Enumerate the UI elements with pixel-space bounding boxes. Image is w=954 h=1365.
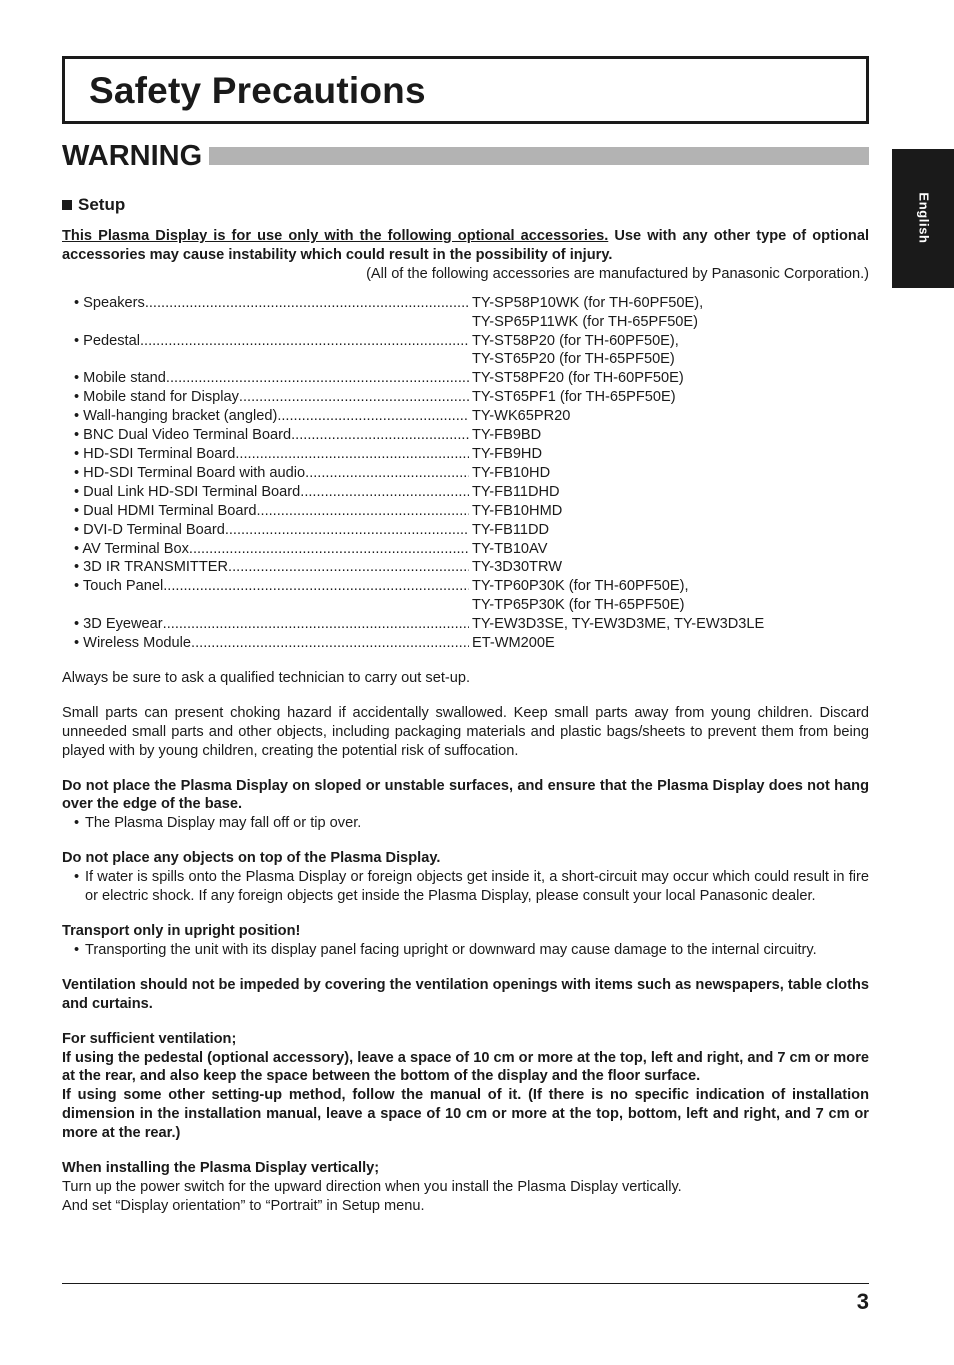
accessory-label [62,540,469,559]
accessory-model: TY-3D30TRW [472,559,563,576]
accessory-model: ET-WM200E [472,635,555,652]
accessory-model: TY-FB11DHD [472,483,560,500]
vertical-install-heading: When installing the Plasma Display vertically; [62,1160,380,1177]
accessory-row [62,426,869,445]
pedestal-spacing-text: If using the pedestal (optional accessory), leave a space of 10 cm or more at the top, left and right, and 7 cm or more at the rear, and also keep the space between the bottom of the display and the floor surface. [62,1049,869,1085]
page-title: Safety Precautions [89,70,426,111]
sufficient-ventilation-heading: For sufficient ventilation; [62,1030,237,1047]
accessory-model: TY-TP60P30K (for TH-60PF50E), [472,578,689,595]
accessory-row [62,521,869,540]
accessory-model: TY-FB10HD [472,464,551,481]
manufacturer-note: (All of the following accessories are manufactured by Panasonic Corporation.) [366,265,869,282]
sloped-surface-heading: Do not place the Plasma Display on sloped or unstable surfaces, and ensure that the Plasma Display does not hang over the edge of the base. [62,777,869,813]
accessory-label [62,388,469,407]
accessory-row [62,407,869,426]
transport-heading: Transport only in upright position! [62,923,301,939]
accessory-name: • HD-SDI Terminal Board [74,445,236,462]
objects-bullet [62,868,869,906]
accessory-name: • Wall-hanging bracket (angled) [74,408,278,425]
accessory-model: TY-ST65P20 (for TH-65PF50E) [472,351,675,368]
accessory-label [62,350,469,369]
accessory-name: • AV Terminal Box [74,540,189,557]
accessory-label [62,558,469,577]
dot-leader [239,388,469,407]
accessory-row [62,577,869,596]
accessory-model: TY-FB11DD [472,521,550,538]
accessory-row [62,332,869,351]
accessory-model: TY-WK65PR20 [472,408,571,425]
setup-intro [62,227,869,265]
transport-bullet [62,941,869,960]
accessory-label [62,596,469,615]
footer-divider [62,1283,869,1284]
accessory-label [62,445,469,464]
accessory-row [62,313,869,332]
small-parts-paragraph: Small parts can present choking hazard if accidentally swallowed. Keep small parts away from young children. Discard unneeded small parts and other objects, including packaging materials and plastic bags/sheets to prevent them from being played with by young children, creating the potential risk of suffocation. [62,704,869,759]
sloped-surface-bullet [62,814,869,833]
accessory-list [62,294,869,653]
accessory-model: TY-SP58P10WK (for TH-60PF50E), [472,294,704,311]
title-box [62,56,869,124]
accessory-label [62,577,469,596]
dot-leader [163,615,469,634]
bullet-mark: • [74,941,80,958]
accessory-row [62,464,869,483]
accessory-name: • Dual HDMI Terminal Board [74,502,257,519]
dot-leader [163,577,469,596]
bullet-text: Transporting the unit with its display panel facing upright or downward may cause damage to the internal circuitry. [85,941,817,958]
accessory-model: TY-ST58P20 (for TH-60PF50E), [472,332,679,349]
dot-leader [305,464,469,483]
accessory-model: TY-EW3D3SE, TY-EW3D3ME, TY-EW3D3LE [472,616,765,633]
dot-leader [166,369,469,388]
accessory-label [62,407,469,426]
vertical-install-text-1: Turn up the power switch for the upward direction when you install the Plasma Display vertically. [62,1178,682,1195]
accessory-row [62,350,869,369]
setup-intro-underlined: This Plasma Display is for use only with the following optional accessories. [62,228,609,244]
dot-leader [225,521,469,540]
accessory-row [62,558,869,577]
objects-heading: Do not place any objects on top of the Plasma Display. [62,850,441,867]
accessory-label [62,369,469,388]
dot-leader [140,332,469,351]
other-method-spacing-text: If using some other setting-up method, follow the manual of it. (If there is no specific indication of installation dimension in the installation manual, leave a space of 10 cm or more at the top, bottom, left and right, and 7 cm or more at the rear.) [62,1087,869,1142]
accessory-model: TY-FB9HD [472,445,543,462]
accessory-label [62,483,469,502]
accessory-name: • Wireless Module [74,635,192,652]
accessory-name: • 3D IR TRANSMITTER [74,559,229,576]
accessory-model: TY-FB9BD [472,427,542,444]
accessory-row [62,445,869,464]
accessory-name: • Mobile stand for Display [74,389,239,406]
bullet-text: If water is spills onto the Plasma Display or foreign objects get inside it, a short-circuit may occur which could result in fire or electric shock. If any foreign objects get inside the Plasma Display, please consult your local Panasonic dealer. [85,869,869,905]
accessory-label [62,426,469,445]
setup-heading [62,193,869,217]
accessory-row [62,388,869,407]
accessory-model: TY-ST65PF1 (for TH-65PF50E) [472,389,676,406]
dot-leader [277,407,469,426]
accessory-name: • 3D Eyewear [74,616,163,633]
accessory-model: TY-TP65P30K (for TH-65PF50E) [472,597,685,614]
ventilation-heading: Ventilation should not be impeded by covering the ventilation openings with items such as newspapers, table cloths and curtains. [62,976,869,1012]
setup-heading-text: Setup [78,195,126,214]
accessory-label [62,313,469,332]
dot-leader [228,558,469,577]
accessory-row [62,596,869,615]
accessory-model: TY-SP65P11WK (for TH-65PF50E) [472,313,699,330]
warning-bar [209,147,869,165]
content [62,193,869,1216]
accessory-row [62,502,869,521]
language-tab-label: English [916,192,932,244]
accessory-model: TY-ST58PF20 (for TH-60PF50E) [472,370,684,387]
accessory-row [62,483,869,502]
dot-leader [291,426,469,445]
accessory-name: • Dual Link HD-SDI Terminal Board [74,483,301,500]
accessory-name: • Touch Panel [74,578,164,595]
accessory-label [62,634,469,653]
warning-header [62,136,869,176]
accessory-name: • Pedestal [74,332,140,349]
accessory-label [62,502,469,521]
accessory-row [62,294,869,313]
accessory-row [62,615,869,634]
accessory-name: • Mobile stand [74,370,166,387]
bullet-text: The Plasma Display may fall off or tip over. [85,815,362,832]
bullet-mark: • [74,869,80,886]
accessory-label [62,332,469,351]
accessory-model: TY-FB10HMD [472,502,563,519]
dot-leader [189,540,469,559]
dot-leader [235,445,469,464]
dot-leader [300,483,469,502]
technician-paragraph: Always be sure to ask a qualified technician to carry out set-up. [62,669,471,686]
warning-heading: WARNING [62,140,203,172]
accessory-name: • DVI-D Terminal Board [74,521,225,538]
accessory-label [62,521,469,540]
accessory-row [62,369,869,388]
dot-leader [191,634,469,653]
accessory-name: • BNC Dual Video Terminal Board [74,427,292,444]
page-number: 3 [856,1289,869,1314]
accessory-label [62,294,469,313]
bullet-mark: • [74,815,80,832]
square-bullet-icon [62,200,72,210]
accessory-model: TY-TB10AV [472,540,548,557]
setup-intro-rest: Use with any other type of optional accessories may cause instability which could result in the possibility of injury. [62,228,869,263]
dot-leader [256,502,469,521]
accessory-row [62,634,869,653]
language-tab [892,149,954,288]
dot-leader [145,294,469,313]
accessory-label [62,464,469,483]
accessory-row [62,540,869,559]
accessory-name: • Speakers [74,294,145,311]
vertical-install-text-2: And set “Display orientation” to “Portrait” in Setup menu. [62,1197,425,1214]
accessory-name: • HD-SDI Terminal Board with audio [74,464,306,481]
accessory-label [62,615,469,634]
